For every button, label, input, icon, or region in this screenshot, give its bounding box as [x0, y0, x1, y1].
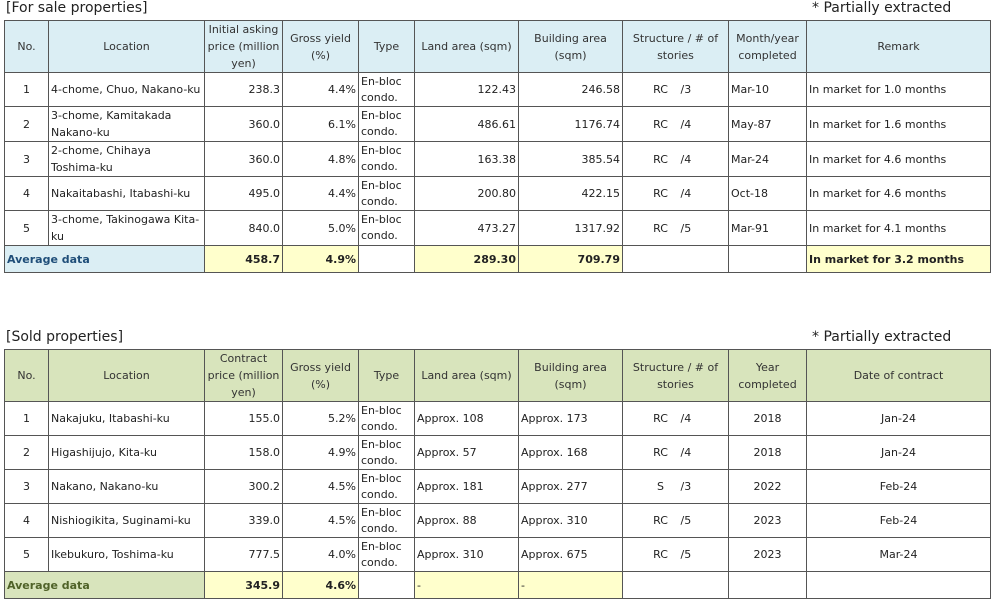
row-building: 385.54: [519, 142, 623, 177]
structure-stories: /5: [680, 221, 692, 235]
row-completed: Mar-91: [729, 211, 807, 246]
row-type: En-bloc condo.: [359, 402, 415, 436]
header-no: No.: [5, 21, 49, 73]
sold-table: [4, 349, 991, 599]
row-location: 3-chome, Takinogawa Kita-ku: [49, 211, 205, 246]
row-price: 360.0: [205, 107, 283, 142]
average-structure-empty: [623, 246, 729, 273]
row-yield: 6.1%: [283, 107, 359, 142]
sold-average-row: [5, 572, 991, 599]
row-land: 486.61: [415, 107, 519, 142]
row-structure: [623, 107, 729, 142]
row-completed: May-87: [729, 107, 807, 142]
row-building: 1317.92: [519, 211, 623, 246]
row-building: Approx. 277: [519, 470, 623, 504]
row-no: 1: [5, 402, 49, 436]
row-contract: Jan-24: [807, 402, 991, 436]
structure-type: S: [657, 480, 664, 493]
average-type-empty: [359, 572, 415, 599]
average-label: Average data: [5, 572, 205, 599]
structure-stories: /4: [680, 446, 692, 459]
table-row: [5, 73, 991, 107]
row-location: 3-chome, Kamitakada Nakano-ku: [49, 107, 205, 142]
row-no: 1: [5, 73, 49, 107]
row-completed: Oct-18: [729, 177, 807, 211]
structure-type: RC: [653, 412, 668, 425]
row-yield: 4.5%: [283, 470, 359, 504]
row-no: 4: [5, 504, 49, 538]
row-building: Approx. 173: [519, 402, 623, 436]
sold-partial-note: * Partially extracted: [812, 329, 952, 345]
row-location: Nakaitabashi, Itabashi-ku: [49, 177, 205, 211]
row-land: 163.38: [415, 142, 519, 177]
header-structure: Structure / # of stories: [623, 350, 729, 402]
table-row: [5, 107, 991, 142]
row-completed: Mar-24: [729, 142, 807, 177]
row-type: En-bloc condo.: [359, 73, 415, 107]
row-no: 5: [5, 538, 49, 572]
structure-stories: /4: [680, 187, 692, 200]
row-completed: 2023: [729, 538, 807, 572]
row-contract: Feb-24: [807, 504, 991, 538]
row-type: En-bloc condo.: [359, 504, 415, 538]
row-yield: 4.0%: [283, 538, 359, 572]
header-yield: Gross yield (%): [283, 350, 359, 402]
row-type: En-bloc condo.: [359, 436, 415, 470]
row-land: Approx. 88: [415, 504, 519, 538]
average-label: Average data: [5, 246, 205, 273]
row-land: Approx. 181: [415, 470, 519, 504]
row-price: 238.3: [205, 73, 283, 107]
average-yield: 4.6%: [283, 572, 359, 599]
table-row: [5, 538, 991, 572]
row-land: Approx. 310: [415, 538, 519, 572]
structure-type: RC: [653, 514, 668, 527]
row-structure: [623, 470, 729, 504]
row-no: 2: [5, 107, 49, 142]
structure-stories: /4: [680, 152, 692, 166]
structure-type: RC: [653, 446, 668, 459]
row-contract: Feb-24: [807, 470, 991, 504]
average-price: 345.9: [205, 572, 283, 599]
header-location: Location: [49, 21, 205, 73]
average-contract-empty: [807, 572, 991, 599]
row-structure: [623, 436, 729, 470]
average-building: 709.79: [519, 246, 623, 273]
header-price: Contract price (million yen): [205, 350, 283, 402]
header-completed: Year completed: [729, 350, 807, 402]
sale-section-title: [For sale properties]: [6, 0, 148, 16]
row-yield: 5.0%: [283, 211, 359, 246]
header-no: No.: [5, 350, 49, 402]
row-land: Approx. 57: [415, 436, 519, 470]
header-yield: Gross yield (%): [283, 21, 359, 73]
row-structure: [623, 142, 729, 177]
row-location: 2-chome, Chihaya Toshima-ku: [49, 142, 205, 177]
table-row: [5, 211, 991, 246]
header-price: Initial asking price (million yen): [205, 21, 283, 73]
structure-stories: /5: [680, 514, 692, 527]
structure-type: RC: [653, 152, 668, 166]
header-structure: Structure / # of stories: [623, 21, 729, 73]
table-row: [5, 402, 991, 436]
row-land: 122.43: [415, 73, 519, 107]
structure-type: RC: [653, 548, 668, 561]
row-price: 339.0: [205, 504, 283, 538]
row-completed: 2018: [729, 402, 807, 436]
row-structure: [623, 538, 729, 572]
structure-type: RC: [653, 221, 668, 235]
row-completed: 2023: [729, 504, 807, 538]
row-land: 200.80: [415, 177, 519, 211]
average-completed-empty: [729, 572, 807, 599]
sale-average-row: [5, 246, 991, 273]
row-building: Approx. 310: [519, 504, 623, 538]
header-location: Location: [49, 350, 205, 402]
row-building: 422.15: [519, 177, 623, 211]
row-contract: Jan-24: [807, 436, 991, 470]
average-land: -: [415, 572, 519, 599]
row-yield: 4.5%: [283, 504, 359, 538]
average-price: 458.7: [205, 246, 283, 273]
row-building: 246.58: [519, 73, 623, 107]
row-price: 158.0: [205, 436, 283, 470]
sold-section-title: [Sold properties]: [6, 329, 124, 345]
row-yield: 4.8%: [283, 142, 359, 177]
row-remark: In market for 1.0 months: [807, 73, 991, 107]
table-row: [5, 436, 991, 470]
row-land: 473.27: [415, 211, 519, 246]
structure-stories: /4: [680, 117, 692, 131]
sale-table: [4, 20, 991, 273]
row-yield: 4.9%: [283, 436, 359, 470]
sale-partial-note: * Partially extracted: [812, 0, 952, 16]
average-land: 289.30: [415, 246, 519, 273]
row-remark: In market for 4.6 months: [807, 142, 991, 177]
sale-header-row: [5, 21, 991, 73]
row-price: 155.0: [205, 402, 283, 436]
table-row: [5, 177, 991, 211]
row-no: 3: [5, 142, 49, 177]
header-type: Type: [359, 21, 415, 73]
row-completed: 2018: [729, 436, 807, 470]
row-no: 2: [5, 436, 49, 470]
row-completed: Mar-10: [729, 73, 807, 107]
row-price: 360.0: [205, 142, 283, 177]
sold-header-row: [5, 350, 991, 402]
row-price: 777.5: [205, 538, 283, 572]
row-structure: [623, 402, 729, 436]
row-price: 840.0: [205, 211, 283, 246]
header-land: Land area (sqm): [415, 350, 519, 402]
row-type: En-bloc condo.: [359, 142, 415, 177]
structure-stories: /3: [680, 83, 692, 96]
row-type: En-bloc condo.: [359, 107, 415, 142]
header-type: Type: [359, 350, 415, 402]
structure-type: RC: [653, 117, 668, 131]
row-building: Approx. 168: [519, 436, 623, 470]
row-type: En-bloc condo.: [359, 211, 415, 246]
row-structure: [623, 504, 729, 538]
row-location: Nakajuku, Itabashi-ku: [49, 402, 205, 436]
average-building: -: [519, 572, 623, 599]
header-completed: Month/year completed: [729, 21, 807, 73]
row-no: 5: [5, 211, 49, 246]
structure-stories: /4: [680, 412, 692, 425]
average-yield: 4.9%: [283, 246, 359, 273]
row-location: 4-chome, Chuo, Nakano-ku: [49, 73, 205, 107]
average-type-empty: [359, 246, 415, 273]
header-building: Building area (sqm): [519, 350, 623, 402]
table-row: [5, 470, 991, 504]
row-location: Nishiogikita, Suginami-ku: [49, 504, 205, 538]
row-type: En-bloc condo.: [359, 177, 415, 211]
row-location: Ikebukuro, Toshima-ku: [49, 538, 205, 572]
header-land: Land area (sqm): [415, 21, 519, 73]
row-building: 1176.74: [519, 107, 623, 142]
row-structure: [623, 177, 729, 211]
row-yield: 5.2%: [283, 402, 359, 436]
table-row: [5, 504, 991, 538]
structure-type: RC: [653, 83, 668, 96]
row-completed: 2022: [729, 470, 807, 504]
row-location: Nakano, Nakano-ku: [49, 470, 205, 504]
row-structure: [623, 73, 729, 107]
row-building: Approx. 675: [519, 538, 623, 572]
row-land: Approx. 108: [415, 402, 519, 436]
average-structure-empty: [623, 572, 729, 599]
structure-stories: /5: [680, 548, 692, 561]
row-remark: In market for 4.6 months: [807, 177, 991, 211]
row-type: En-bloc condo.: [359, 470, 415, 504]
row-yield: 4.4%: [283, 73, 359, 107]
structure-type: RC: [653, 187, 668, 200]
header-remark: Remark: [807, 21, 991, 73]
structure-stories: /3: [680, 480, 692, 493]
row-remark: In market for 4.1 months: [807, 211, 991, 246]
average-remark: In market for 3.2 months: [807, 246, 991, 273]
row-price: 495.0: [205, 177, 283, 211]
table-row: [5, 142, 991, 177]
row-location: Higashijujo, Kita-ku: [49, 436, 205, 470]
row-structure: [623, 211, 729, 246]
row-type: En-bloc condo.: [359, 538, 415, 572]
row-remark: In market for 1.6 months: [807, 107, 991, 142]
header-contract: Date of contract: [807, 350, 991, 402]
row-contract: Mar-24: [807, 538, 991, 572]
row-yield: 4.4%: [283, 177, 359, 211]
average-completed-empty: [729, 246, 807, 273]
header-building: Building area (sqm): [519, 21, 623, 73]
row-no: 3: [5, 470, 49, 504]
row-price: 300.2: [205, 470, 283, 504]
row-no: 4: [5, 177, 49, 211]
